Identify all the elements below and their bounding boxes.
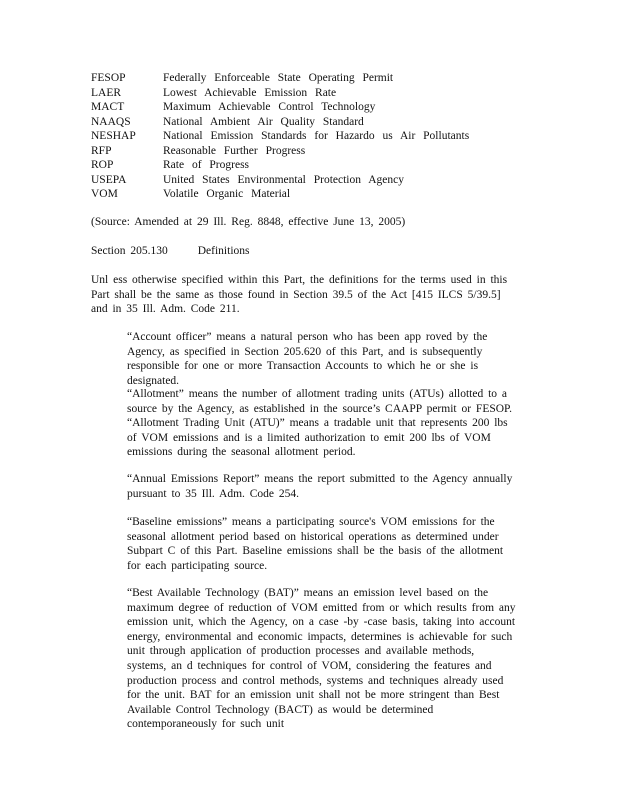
abbreviation-meaning: Rate of Progress	[163, 159, 250, 171]
abbreviation-row	[91, 86, 469, 101]
abbreviation-meaning: Federally Enforceable State Operating Permit	[163, 72, 394, 84]
abbreviation-list	[91, 71, 469, 202]
definition-baseline-emissions: “Baseline emissions” means a participating source's VOM emissions for the seasonal allotment period based on historical operations as determined under Subpart C of this Part. Baseline emissions shall be the basis of the allotment for each participating source.	[127, 516, 504, 572]
abbreviation-meaning: Reasonable Further Progress	[163, 144, 306, 157]
abbreviation-row	[91, 129, 469, 144]
abbreviation-row	[91, 187, 469, 202]
source-note: (Source: Amended at 29 Ill. Reg. 8848, effective June 13, 2005)	[91, 216, 406, 228]
abbreviation-term: NAAQS	[91, 115, 131, 128]
definition-account-officer: “Account officer” means a natural person who has been app roved by the Agency, as specified in Section 205.620 of this Part, and is subsequently responsible for one or more Transaction Accounts to which he or she is designated.	[127, 331, 488, 387]
abbreviation-row	[91, 144, 469, 159]
section-number: Section 205.130	[91, 245, 168, 257]
abbreviation-meaning: National Emission Standards for Hazardo us Air Pollutants	[163, 130, 470, 142]
definition-allotment: “Allotment” means the number of allotment trading units (ATUs) allotted to a source by the Agency, as established in the source’s CAAPP permit or FESOP.	[127, 388, 513, 415]
abbreviation-meaning: Lowest Achievable Emission Rate	[163, 86, 337, 99]
abbreviation-meaning: Maximum Achievable Control Technology	[163, 101, 376, 113]
definition-annual-emissions-report: “Annual Emissions Report” means the report submitted to the Agency annually pursuant to 35 Ill. Adm. Code 254.	[127, 473, 513, 500]
abbreviation-meaning: United States Environmental Protection Agency	[163, 173, 405, 186]
abbreviation-row	[91, 173, 469, 188]
abbreviation-meaning: Volatile Organic Material	[163, 188, 291, 200]
definition-atu: “Allotment Trading Unit (ATU)” means a tradable unit that represents 200 lbs of VOM emissions and is a limited authorization to emit 200 lbs of VOM emissions during the seasonal allotment period.	[127, 417, 508, 459]
abbreviation-row	[91, 71, 469, 86]
section-title: Definitions	[197, 245, 250, 257]
abbreviation-term: NESHAP	[91, 130, 136, 142]
abbreviation-row	[91, 100, 469, 115]
abbreviation-term: FESOP	[91, 72, 126, 84]
abbreviation-term: VOM	[91, 188, 118, 200]
definition-bat: “Best Available Technology (BAT)” means an emission level based on the maximum degree of reduction of VOM emitted from or which results from any emission unit, which the Agency, on a case -by -case basis, taking into account energy, environmental and economic impacts, determines is achievable for such unit through application of production processes and available methods, systems, an d techniques for control of VOM, considering the features and production process and control methods, systems and techniques already used for the unit. BAT for an emission unit shall not be more stringent than Best Available Control Technology (BACT) as would be determined contemporaneously for such unit	[127, 587, 516, 731]
abbreviation-meaning: National Ambient Air Quality Standard	[163, 115, 364, 128]
abbreviation-term: USEPA	[91, 173, 127, 186]
abbreviation-row	[91, 158, 469, 173]
abbreviation-term: ROP	[91, 159, 114, 171]
section-heading	[91, 244, 521, 259]
abbreviation-row	[91, 115, 469, 130]
intro-paragraph: Unl ess otherwise specified within this Part, the definitions for the terms used in this Part shall be the same as those found in Section 39.5 of the Act [415 ILCS 5/39.5] and in 35 Ill. Adm. Code 211.	[91, 274, 508, 316]
abbreviation-term: LAER	[91, 86, 122, 99]
abbreviation-term: MACT	[91, 101, 125, 113]
abbreviation-term: RFP	[91, 144, 112, 157]
